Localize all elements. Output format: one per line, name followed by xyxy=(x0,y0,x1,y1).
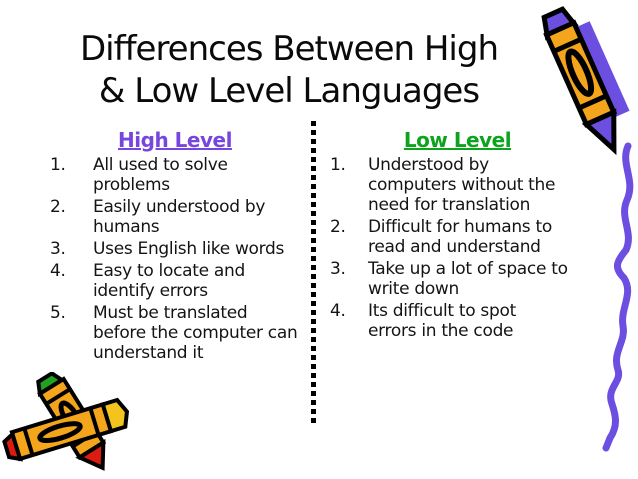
squiggle-line-icon xyxy=(592,142,638,460)
high-level-column xyxy=(45,128,305,365)
item-number: 3. xyxy=(50,239,66,259)
low-level-list xyxy=(325,155,590,341)
list-item xyxy=(50,197,305,237)
item-number: 1. xyxy=(50,155,66,175)
item-number: 4. xyxy=(50,261,66,281)
item-number: 2. xyxy=(50,197,66,217)
item-number: 3. xyxy=(330,259,346,279)
list-item xyxy=(50,261,305,301)
high-level-list xyxy=(45,155,305,363)
item-text: Difficult for humans to read and understand xyxy=(368,217,552,257)
list-item xyxy=(50,155,305,195)
list-item xyxy=(50,239,305,259)
slide-title xyxy=(0,28,578,112)
item-number: 1. xyxy=(330,155,346,175)
title-line: Differences Between High xyxy=(79,29,499,69)
item-text: Easily understood by humans xyxy=(93,197,266,237)
list-item xyxy=(330,217,590,257)
high-level-header: High Level xyxy=(118,128,232,152)
item-number: 4. xyxy=(330,301,346,321)
dotted-divider xyxy=(311,121,316,425)
list-item xyxy=(330,301,590,341)
item-text: Uses English like words xyxy=(93,239,285,259)
item-number: 5. xyxy=(50,303,66,323)
item-text: Easy to locate and identify errors xyxy=(93,261,245,301)
low-level-header: Low Level xyxy=(403,128,512,152)
item-text: Must be translated before the computer can understand it xyxy=(93,303,298,363)
item-text: Its difficult to spot errors in the code xyxy=(368,301,516,341)
item-text: Take up a lot of space to write down xyxy=(368,259,568,299)
item-number: 2. xyxy=(330,217,346,237)
list-item xyxy=(50,303,305,363)
list-item xyxy=(330,259,590,299)
crossed-crayons-icon xyxy=(2,372,140,478)
title-line: & Low Level Languages xyxy=(98,71,480,111)
item-text: Understood by computers without the need for translation xyxy=(368,155,556,215)
item-text: All used to solve problems xyxy=(93,155,228,195)
